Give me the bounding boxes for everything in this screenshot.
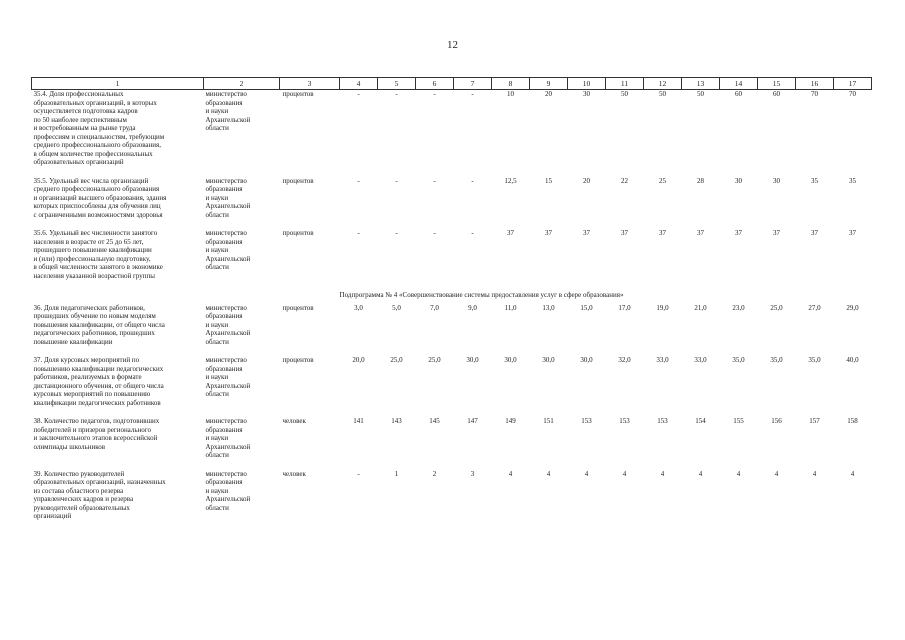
text-line: 35.5. Удельный вес числа организаций	[33, 176, 149, 185]
header-cell: 8	[492, 78, 530, 90]
value-cell: 33,0	[656, 356, 669, 364]
value-cell: 17,0	[618, 303, 631, 312]
value-cell: 156	[771, 417, 782, 425]
text-line: образования	[205, 478, 243, 486]
value-cell: 30	[773, 176, 780, 185]
text-line: победителей и призеров регионального	[33, 425, 151, 434]
value-cell: -	[433, 90, 436, 98]
value-cell: -	[357, 176, 360, 185]
value-cell: 21,0	[694, 303, 707, 312]
text-line: области	[205, 124, 229, 132]
text-line: образования	[205, 425, 243, 434]
text-line: и организаций высшего образования, здания	[33, 193, 167, 202]
value-cell: 25,0	[770, 303, 783, 312]
text-line: министерство	[205, 303, 247, 312]
row-spacer	[32, 346, 872, 356]
text-line: среднего профессионального образования	[33, 185, 160, 193]
value-cell: 37	[811, 229, 818, 237]
header-cell: 1	[32, 78, 204, 90]
text-line: и науки	[205, 486, 229, 495]
text-line: образовательных организаций	[33, 158, 124, 166]
text-line: прошедших обучение по новым моделям	[33, 312, 156, 320]
responsible-body	[204, 470, 280, 521]
text-line: министерство	[205, 176, 247, 185]
row-spacer	[32, 167, 872, 177]
text-line: образования	[205, 237, 243, 246]
value-cell: 35,0	[808, 356, 821, 364]
indicator-name	[32, 304, 204, 347]
value-cell: 1	[394, 469, 399, 478]
value-cell: 5,0	[392, 303, 401, 312]
value-cell: 3,0	[354, 303, 363, 312]
row-spacer	[32, 280, 872, 290]
header-cell: 14	[720, 78, 758, 90]
unit-cell: процентов	[282, 356, 314, 364]
value-cell: 12,5	[504, 176, 517, 185]
text-line: которых приспособлены для обучения лиц	[33, 202, 161, 210]
value-cell: 60	[735, 90, 742, 98]
table-row	[32, 90, 872, 167]
value-cell: 143	[391, 417, 402, 425]
value-cell: 4	[774, 469, 779, 478]
value-cell: 149	[505, 417, 516, 425]
value-cell: 28	[697, 176, 704, 185]
value-cell: 30,0	[542, 356, 555, 364]
text-line: 39. Количество руководителей	[33, 469, 125, 478]
text-line: 37. Доля курсовых мероприятий по	[33, 356, 140, 364]
text-line: министерство	[205, 469, 247, 478]
text-line: населения в возрасте от 25 до 65 лет,	[33, 237, 144, 246]
value-cell: 30	[583, 90, 590, 98]
header-cell: 3	[280, 78, 340, 90]
text-line: области	[205, 451, 229, 459]
value-cell: 70	[849, 90, 856, 98]
responsible-body	[204, 90, 280, 167]
value-cell: 37	[507, 229, 514, 237]
value-cell: 20	[545, 90, 552, 98]
value-cell: 153	[619, 417, 630, 425]
text-line: образования	[205, 185, 243, 193]
value-cell: 2	[432, 469, 437, 478]
text-line: образовательных организаций, назначенных	[33, 478, 166, 486]
text-line: профессиям и специальностям, требующим	[33, 132, 165, 141]
value-cell: 4	[660, 469, 665, 478]
value-cell: 30,0	[466, 356, 479, 364]
text-line: среднего профессионального образования,	[33, 141, 161, 149]
value-cell: 153	[581, 417, 592, 425]
text-line: населения указанной возрастной группы	[33, 271, 155, 280]
value-cell: 4	[546, 469, 551, 478]
header-cell: 12	[644, 78, 682, 90]
text-line: с ограниченными возможностями здоровья	[33, 210, 163, 219]
text-line: Архангельской	[205, 202, 251, 210]
text-line: 36. Доля педагогических работников,	[33, 303, 145, 312]
value-cell: 35	[849, 176, 856, 185]
indicator-name	[32, 177, 204, 220]
text-line: образования	[205, 364, 243, 373]
value-cell: 4	[850, 469, 855, 478]
value-cell: 141	[353, 417, 364, 425]
page-number: 12	[447, 39, 458, 51]
text-line: по 50 наиболее перспективным	[33, 115, 127, 124]
value-cell: 4	[812, 469, 817, 478]
indicator-name	[32, 356, 204, 407]
text-line: образования	[205, 312, 243, 320]
text-line: и заключительного этапов всероссийской	[33, 434, 158, 442]
unit-cell: процентов	[282, 303, 314, 312]
value-cell: -	[357, 469, 360, 478]
text-line: в общем количестве профессиональных	[33, 149, 153, 158]
value-cell: 30,0	[504, 356, 517, 364]
text-line: министерство	[205, 356, 247, 364]
header-cell: 15	[758, 78, 796, 90]
responsible-body	[204, 229, 280, 280]
indicator-name	[32, 470, 204, 521]
value-cell: 37	[621, 229, 628, 237]
row-spacer	[32, 219, 872, 229]
value-cell: 19,0	[656, 303, 669, 312]
value-cell: 37	[735, 229, 742, 237]
value-cell: 154	[695, 417, 706, 425]
text-line: 35.6. Удельный вес численности занятого	[33, 229, 158, 237]
header-cell: 11	[606, 78, 644, 90]
value-cell: 15,0	[580, 303, 593, 312]
header-cell: 2	[204, 78, 280, 90]
value-cell: 11,0	[504, 303, 517, 312]
unit-cell: процентов	[282, 176, 314, 185]
text-line: и науки	[205, 193, 229, 202]
value-cell: 29,0	[846, 303, 859, 312]
value-cell: 37	[583, 229, 590, 237]
indicator-name	[32, 90, 204, 167]
text-line: повышение квалификации	[33, 337, 113, 346]
header-cell: 10	[568, 78, 606, 90]
row-spacer	[32, 460, 872, 470]
text-line: Архангельской	[205, 254, 251, 263]
value-cell: 9,0	[468, 303, 477, 312]
header-cell: 9	[530, 78, 568, 90]
value-cell: 20	[583, 176, 590, 185]
value-cell: 35	[811, 176, 818, 185]
responsible-body	[204, 177, 280, 220]
header-cell: 17	[834, 78, 872, 90]
text-line: и (или) профессиональную подготовку,	[33, 254, 151, 263]
text-line: повышению квалификации педагогических	[33, 364, 164, 373]
text-line: области	[205, 503, 229, 512]
text-line: области	[205, 390, 229, 398]
value-cell: -	[471, 90, 474, 98]
table-row	[32, 356, 872, 407]
value-cell: 151	[543, 417, 554, 425]
text-line: образования	[205, 98, 243, 107]
text-line: Архангельской	[205, 115, 251, 124]
subprogram-title: Подпрограмма № 4 «Совершенствование системы предоставления услуг в сфере образования»	[339, 291, 624, 299]
text-line: и науки	[205, 246, 229, 254]
value-cell: 4	[584, 469, 589, 478]
value-cell: 30,0	[580, 356, 593, 364]
value-cell: -	[395, 176, 398, 185]
text-line: министерство	[205, 90, 247, 98]
value-cell: 50	[621, 90, 628, 98]
value-cell: 37	[697, 229, 704, 237]
text-line: Архангельской	[205, 381, 251, 390]
text-line: 38. Количество педагогов, подготовивших	[33, 417, 160, 425]
value-cell: -	[433, 176, 436, 185]
text-line: руководителей образовательных	[33, 503, 130, 512]
row-spacer	[32, 407, 872, 417]
value-cell: 37	[545, 229, 552, 237]
text-line: 35.4. Доля профессиональных	[33, 90, 124, 98]
value-cell: 60	[773, 90, 780, 98]
text-line: Архангельской	[205, 442, 251, 451]
value-cell: -	[395, 229, 398, 237]
table-row	[32, 177, 872, 220]
value-cell: 32,0	[618, 356, 631, 364]
value-cell: -	[357, 90, 360, 98]
text-line: из состава областного резерва	[33, 486, 124, 495]
value-cell: 3	[470, 469, 475, 478]
text-line: и науки	[205, 373, 229, 381]
value-cell: -	[395, 90, 398, 98]
value-cell: 50	[697, 90, 704, 98]
text-line: Архангельской	[205, 329, 251, 337]
value-cell: 37	[659, 229, 666, 237]
text-line: в общей численности занятого в экономике	[33, 263, 163, 271]
text-line: прошедшего повышение квалификации	[33, 246, 152, 254]
table-body-part-b	[32, 304, 872, 531]
table-body-part-a	[32, 90, 872, 291]
value-cell: 25,0	[390, 356, 403, 364]
header-cell: 5	[378, 78, 416, 90]
text-line: олимпиады школьников	[33, 442, 106, 451]
unit-cell: процентов	[282, 229, 314, 237]
text-line: и науки	[205, 107, 229, 115]
value-cell: 22	[621, 176, 628, 185]
header-cell: 7	[454, 78, 492, 90]
table-header-row	[32, 78, 872, 90]
table-row	[32, 304, 872, 347]
text-line: квалификации педагогических работников	[33, 398, 161, 407]
text-line: педагогических работников, прошедших	[33, 329, 155, 337]
value-cell: 7,0	[430, 303, 439, 312]
value-cell: 155	[733, 417, 744, 425]
text-line: области	[205, 263, 229, 271]
subprogram-row	[32, 290, 872, 304]
value-cell: 50	[659, 90, 666, 98]
text-line: и науки	[205, 320, 229, 329]
text-line: Архангельской	[205, 495, 251, 503]
value-cell: 30	[735, 176, 742, 185]
row-spacer	[32, 521, 872, 531]
value-cell: 23,0	[732, 303, 745, 312]
text-line: министерство	[205, 417, 247, 425]
value-cell: 13,0	[542, 303, 555, 312]
text-line: и востребованным на рынке труда	[33, 124, 136, 132]
responsible-body	[204, 356, 280, 407]
value-cell: 33,0	[694, 356, 707, 364]
responsible-body	[204, 304, 280, 347]
value-cell: 4	[698, 469, 703, 478]
header-cell: 4	[340, 78, 378, 90]
text-line: образовательных организаций, в которых	[33, 98, 157, 107]
text-line: министерство	[205, 229, 247, 237]
indicators-table	[31, 77, 872, 531]
value-cell: -	[471, 229, 474, 237]
text-line: осуществляется подготовка кадров	[33, 107, 138, 115]
header-cell: 6	[416, 78, 454, 90]
text-line: курсовых мероприятий по повышению	[33, 390, 151, 398]
value-cell: -	[357, 229, 360, 237]
value-cell: 4	[736, 469, 741, 478]
unit-cell: процентов	[282, 90, 314, 98]
value-cell: 37	[773, 229, 780, 237]
table-row	[32, 417, 872, 460]
responsible-body	[204, 417, 280, 460]
value-cell: 20,0	[352, 356, 365, 364]
unit-cell: человек	[282, 469, 306, 478]
text-line: области	[205, 337, 229, 346]
value-cell: 35,0	[770, 356, 783, 364]
value-cell: 4	[622, 469, 627, 478]
text-line: работников, реализуемых в формате	[33, 373, 142, 381]
unit-cell: человек	[282, 417, 306, 425]
text-line: управленческих кадров и резерва	[33, 495, 134, 503]
value-cell: 40,0	[846, 356, 859, 364]
text-line: организаций	[33, 512, 72, 520]
value-cell: 35,0	[732, 356, 745, 364]
value-cell: 27,0	[808, 303, 821, 312]
value-cell: 153	[657, 417, 668, 425]
table-row	[32, 229, 872, 280]
value-cell: 147	[467, 417, 478, 425]
value-cell: 10	[507, 90, 514, 98]
text-line: повышения квалификации, от общего числа	[33, 320, 165, 329]
header-cell: 16	[796, 78, 834, 90]
value-cell: 4	[508, 469, 513, 478]
table-row	[32, 470, 872, 521]
value-cell: 70	[811, 90, 818, 98]
text-line: области	[205, 210, 229, 219]
value-cell: 157	[809, 417, 820, 425]
header-cell: 13	[682, 78, 720, 90]
value-cell: 158	[847, 417, 858, 425]
value-cell: -	[471, 176, 474, 185]
value-cell: 25	[659, 176, 666, 185]
indicator-name	[32, 229, 204, 280]
value-cell: 15	[545, 176, 552, 185]
value-cell: -	[433, 229, 436, 237]
value-cell: 145	[429, 417, 440, 425]
text-line: и науки	[205, 434, 229, 442]
text-line: дистанционного обучения, от общего числа	[33, 381, 164, 390]
value-cell: 25,0	[428, 356, 441, 364]
value-cell: 37	[849, 229, 856, 237]
indicator-name	[32, 417, 204, 460]
